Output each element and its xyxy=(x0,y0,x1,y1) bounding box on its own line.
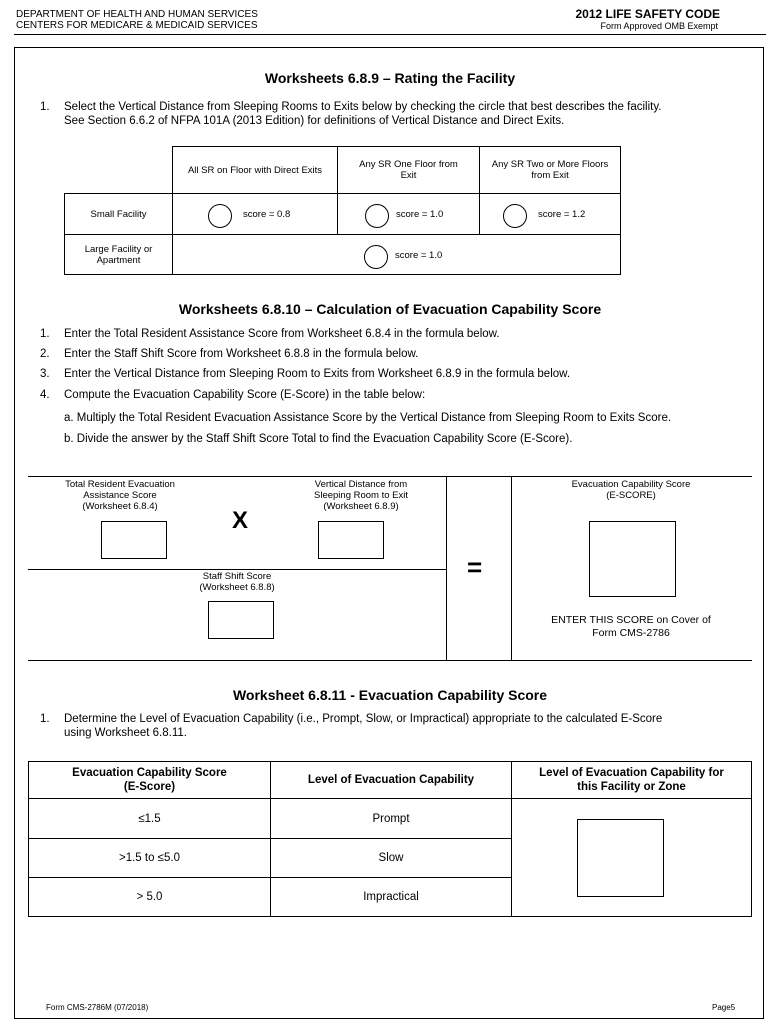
score-label: score = 1.0 xyxy=(396,209,444,220)
ws689-item-number: 1. xyxy=(40,101,50,113)
ws689-instruction-line-1: Select the Vertical Distance from Sleeping Rooms to Exits below by checking the circle that best describes the facility. xyxy=(64,101,662,113)
radio-circle[interactable] xyxy=(503,204,527,228)
th-facility-level-line-2: this Facility or Zone xyxy=(577,781,686,793)
staff-shift-label-line-2: (Worksheet 6.8.8) xyxy=(199,582,275,593)
vertical-distance-label xyxy=(281,479,441,512)
step-4a-text: a. Multiply the Total Resident Evacuation Assistance Score by the Vertical Distance from Sleeping Room to Exits Score. xyxy=(64,412,672,424)
header-rule xyxy=(14,34,766,35)
step-4-text: Compute the Evacuation Capability Score (E-Score) in the table below: xyxy=(64,389,426,401)
step-1-number: 1. xyxy=(40,328,50,340)
ws6811-item-number: 1. xyxy=(40,713,50,725)
facility-level-cell xyxy=(511,798,752,917)
agency-header xyxy=(16,9,258,31)
option-large-facility[interactable] xyxy=(172,234,621,275)
step-2-text: Enter the Staff Shift Score from Worksheet 6.8.8 in the formula below. xyxy=(64,348,419,360)
formula-divider-rule xyxy=(28,569,446,570)
table-row-score: ≤1.5 xyxy=(28,798,271,839)
facility-level-input[interactable] xyxy=(577,819,664,897)
ws6810-title: Worksheets 6.8.10 – Calculation of Evacuation Capability Score xyxy=(178,301,602,317)
enter-score-note xyxy=(528,614,734,640)
resident-score-label-line-2: Assistance Score xyxy=(83,490,157,501)
th-escore xyxy=(28,761,271,799)
formula-top-rule xyxy=(28,476,752,477)
equals-sign: = xyxy=(467,552,483,582)
ws6811-instruction-line-1: Determine the Level of Evacuation Capability (i.e., Prompt, Slow, or Impractical) appropriate to the calculated E-Score xyxy=(64,713,663,725)
vertical-distance-label-line-3: (Worksheet 6.8.9) xyxy=(323,501,399,512)
ws6811-instruction xyxy=(64,712,764,740)
table-row-score: > 5.0 xyxy=(28,877,271,917)
escore-label-line-1: Evacuation Capability Score xyxy=(571,479,691,490)
enter-score-note-line-1: ENTER THIS SCORE on Cover of xyxy=(551,614,711,626)
table-row-score: >1.5 to ≤5.0 xyxy=(28,838,271,878)
resident-score-input[interactable] xyxy=(101,521,167,559)
col-header-two-floors: Any SR Two or More Floors from Exit xyxy=(479,146,621,194)
radio-circle[interactable] xyxy=(365,204,389,228)
radio-circle[interactable] xyxy=(364,245,388,269)
option-small-direct[interactable] xyxy=(172,193,338,235)
col-header-one-floor: Any SR One Floor from Exit xyxy=(337,146,480,194)
col-header-direct-exits: All SR on Floor with Direct Exits xyxy=(172,146,338,194)
ws6811-title: Worksheet 6.8.11 - Evacuation Capability Score xyxy=(232,687,548,703)
page-number: Page5 xyxy=(712,1003,736,1012)
agency-line-1: DEPARTMENT OF HEALTH AND HUMAN SERVICES xyxy=(16,9,258,20)
enter-score-note-line-2: Form CMS-2786 xyxy=(592,627,670,639)
resident-score-label-line-3: (Worksheet 6.8.4) xyxy=(82,501,158,512)
vertical-distance-label-line-1: Vertical Distance from xyxy=(314,479,408,490)
formula-bottom-rule xyxy=(28,660,752,661)
step-4b-text: b. Divide the answer by the Staff Shift Score Total to find the Evacuation Capability Score (E-Score). xyxy=(64,433,573,445)
staff-shift-input[interactable] xyxy=(208,601,274,639)
ws689-instruction-line-2: See Section 6.6.2 of NFPA 101A (2013 Edition) for definitions of Vertical Distance and Direct Exits. xyxy=(64,115,565,127)
step-4-number: 4. xyxy=(40,389,50,401)
staff-shift-label xyxy=(165,571,309,593)
formula-equals-left-rule xyxy=(446,476,447,660)
score-label: score = 1.2 xyxy=(538,209,586,220)
form-number: Form CMS-2786M (07/2018) xyxy=(46,1003,149,1012)
option-small-one-floor[interactable] xyxy=(337,193,480,235)
staff-shift-label-line-1: Staff Shift Score xyxy=(202,571,272,582)
score-label: score = 1.0 xyxy=(395,250,443,261)
vertical-distance-input[interactable] xyxy=(318,521,384,559)
ws689-instruction xyxy=(64,100,764,128)
th-facility-level-line-1: Level of Evacuation Capability for xyxy=(539,767,724,779)
th-facility-level xyxy=(511,761,752,799)
step-3-number: 3. xyxy=(40,368,50,380)
radio-circle[interactable] xyxy=(208,204,232,228)
agency-line-2: CENTERS FOR MEDICARE & MEDICAID SERVICES xyxy=(16,20,258,31)
th-escore-line-2: (E-Score) xyxy=(123,781,176,793)
step-1-text: Enter the Total Resident Assistance Score from Worksheet 6.8.4 in the formula below. xyxy=(64,328,500,340)
row-header-large-facility: Large Facility or Apartment xyxy=(64,234,173,275)
option-small-two-floors[interactable] xyxy=(479,193,621,235)
escore-input[interactable] xyxy=(589,521,676,597)
formula-equals-right-rule xyxy=(511,476,512,660)
escore-label-line-2: (E-SCORE) xyxy=(606,490,656,501)
vertical-distance-label-line-2: Sleeping Room to Exit xyxy=(314,490,408,501)
multiply-sign: X xyxy=(232,507,249,534)
table-row-level: Slow xyxy=(270,838,512,878)
resident-score-label xyxy=(40,479,200,512)
ws6811-instruction-line-2: using Worksheet 6.8.11. xyxy=(64,727,187,739)
row-header-small-facility: Small Facility xyxy=(64,193,173,235)
ws689-title: Worksheets 6.8.9 – Rating the Facility xyxy=(264,70,516,86)
step-2-number: 2. xyxy=(40,348,50,360)
resident-score-label-line-1: Total Resident Evacuation xyxy=(65,479,175,490)
th-level: Level of Evacuation Capability xyxy=(270,761,512,799)
table-row-level: Impractical xyxy=(270,877,512,917)
step-3-text: Enter the Vertical Distance from Sleeping Room to Exits from Worksheet 6.8.9 in the formula below. xyxy=(64,368,571,380)
code-title: 2012 LIFE SAFETY CODE xyxy=(575,7,720,21)
escore-label xyxy=(531,479,731,501)
score-label: score = 0.8 xyxy=(243,209,291,220)
omb-note: Form Approved OMB Exempt xyxy=(600,21,718,31)
table-row-level: Prompt xyxy=(270,798,512,839)
th-escore-line-1: Evacuation Capability Score xyxy=(72,767,227,779)
